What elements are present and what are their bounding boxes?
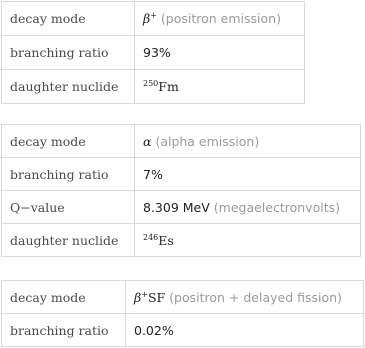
- decay-table-2: [1, 124, 361, 257]
- table-row: [2, 70, 305, 104]
- row-label: decay mode: [2, 2, 135, 36]
- decay-mode-value: [135, 125, 361, 158]
- table-row: [2, 224, 361, 257]
- decay-symbol: β: [143, 11, 151, 26]
- decay-mode-note: (positron + delayed fission): [169, 289, 342, 305]
- mass-number: 246: [143, 232, 159, 242]
- row-label: branching ratio: [2, 158, 135, 191]
- branching-ratio-value: 93%: [135, 36, 305, 70]
- decay-table-3: [1, 280, 364, 347]
- decay-mode-value: [126, 281, 364, 314]
- element-symbol: Es: [158, 232, 174, 248]
- row-label: daughter nuclide: [2, 70, 135, 104]
- q-value: [135, 191, 361, 224]
- branching-ratio-value: 7%: [135, 158, 361, 191]
- row-label: Q−value: [2, 191, 135, 224]
- q-value-number: 8.309 MeV: [143, 199, 210, 215]
- table-row: [2, 125, 361, 158]
- table-row: [2, 2, 305, 36]
- daughter-nuclide-value: [135, 70, 305, 104]
- table-row: [2, 36, 305, 70]
- q-value-unit-note: (megaelectronvolts): [213, 199, 340, 215]
- row-label: decay mode: [2, 281, 126, 314]
- branching-ratio-value: 0.02%: [126, 314, 364, 347]
- element-symbol: Fm: [158, 79, 179, 94]
- row-label: daughter nuclide: [2, 224, 135, 257]
- daughter-nuclide-value: [135, 224, 361, 257]
- decay-mode-text: SF: [147, 289, 166, 305]
- mass-number: 250: [143, 79, 159, 88]
- row-label: branching ratio: [2, 314, 126, 347]
- decay-mode-note: (alpha emission): [155, 133, 260, 149]
- decay-symbol: α: [143, 133, 152, 149]
- table-row: [2, 158, 361, 191]
- decay-mode-note: (positron emission): [160, 11, 281, 26]
- decay-symbol-sup: +: [150, 11, 157, 20]
- row-label: decay mode: [2, 125, 135, 158]
- table-row: [2, 314, 364, 347]
- decay-symbol-sup: +: [141, 289, 148, 299]
- decay-table-1: [1, 1, 305, 104]
- decay-symbol: β: [134, 289, 142, 305]
- row-label: branching ratio: [2, 36, 135, 70]
- decay-mode-value: [135, 2, 305, 36]
- table-row: [2, 191, 361, 224]
- table-row: [2, 281, 364, 314]
